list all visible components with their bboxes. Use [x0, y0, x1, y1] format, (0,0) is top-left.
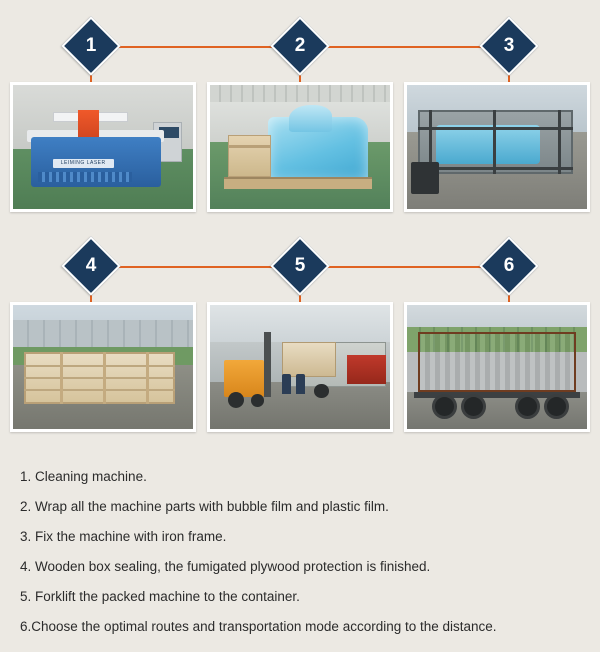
caption-item-4: 4. Wooden box sealing, the fumigated plywood protection is finished. — [20, 559, 431, 574]
film-wrap-peak — [289, 105, 332, 132]
trailer-wheel-4 — [544, 394, 569, 419]
wrapped-machine-blue — [436, 125, 540, 165]
crate-post-1 — [60, 352, 63, 404]
step-number-5: 5 — [294, 255, 306, 276]
packed-wooden-crate — [282, 342, 336, 377]
caption-list — [0, 452, 600, 642]
step-photo-3 — [404, 82, 590, 212]
step-row-2 — [0, 220, 600, 440]
worker-2 — [296, 374, 305, 394]
trailer-wheel-2 — [461, 394, 486, 419]
step-photo-6 — [404, 302, 590, 432]
forklift-wheel-rear — [251, 394, 264, 406]
iron-frame-post-mid — [493, 110, 496, 174]
crate-band — [228, 145, 271, 149]
iron-frame-post-right — [558, 110, 561, 174]
step-number-3: 3 — [503, 35, 515, 56]
caption-item-5: 5. Forklift the packed machine to the container. — [20, 589, 300, 604]
step-number-1: 1 — [85, 35, 97, 56]
machine-vent — [38, 172, 132, 182]
warehouse-roof — [210, 85, 390, 102]
shipping-container — [418, 332, 576, 392]
caption-item-6: 6.Choose the optimal routes and transportation mode according to the distance. — [20, 619, 497, 634]
forklift-body — [224, 360, 264, 397]
forklift-wheel-front — [228, 392, 244, 408]
step-photo-2 — [207, 82, 393, 212]
caption-item-2: 2. Wrap all the machine parts with bubble film and plastic film. — [20, 499, 389, 514]
truck-wheel — [314, 384, 328, 398]
crate-plank-3 — [24, 389, 175, 391]
red-truck — [347, 355, 387, 385]
step-photo-1 — [10, 82, 196, 212]
crate-plank-1 — [24, 365, 175, 367]
iron-frame-beam-bottom — [418, 167, 573, 170]
truck-cab — [411, 162, 440, 194]
crate-post-2 — [103, 352, 106, 404]
iron-frame-beam-top — [418, 127, 573, 130]
forklift-mast — [264, 332, 271, 396]
step-photo-4 — [10, 302, 196, 432]
caption-item-1: 1. Cleaning machine. — [20, 469, 147, 484]
wooden-crate-small — [228, 135, 271, 177]
background-building — [13, 320, 193, 350]
laser-head — [78, 110, 100, 140]
pallet — [224, 177, 372, 189]
worker-1 — [282, 374, 291, 394]
crate-plank-2 — [24, 377, 175, 379]
sky — [210, 305, 390, 342]
step-number-6: 6 — [503, 255, 515, 276]
step-number-4: 4 — [85, 255, 97, 276]
trailer-wheel-3 — [515, 394, 540, 419]
step-number-2: 2 — [294, 35, 306, 56]
step-row-1 — [0, 0, 600, 220]
container-door-seam — [574, 332, 576, 392]
step-photo-5 — [207, 302, 393, 432]
machine-brand-label: LEIMING LASER — [53, 159, 114, 168]
caption-item-3: 3. Fix the machine with iron frame. — [20, 529, 227, 544]
crate-post-3 — [146, 352, 149, 404]
